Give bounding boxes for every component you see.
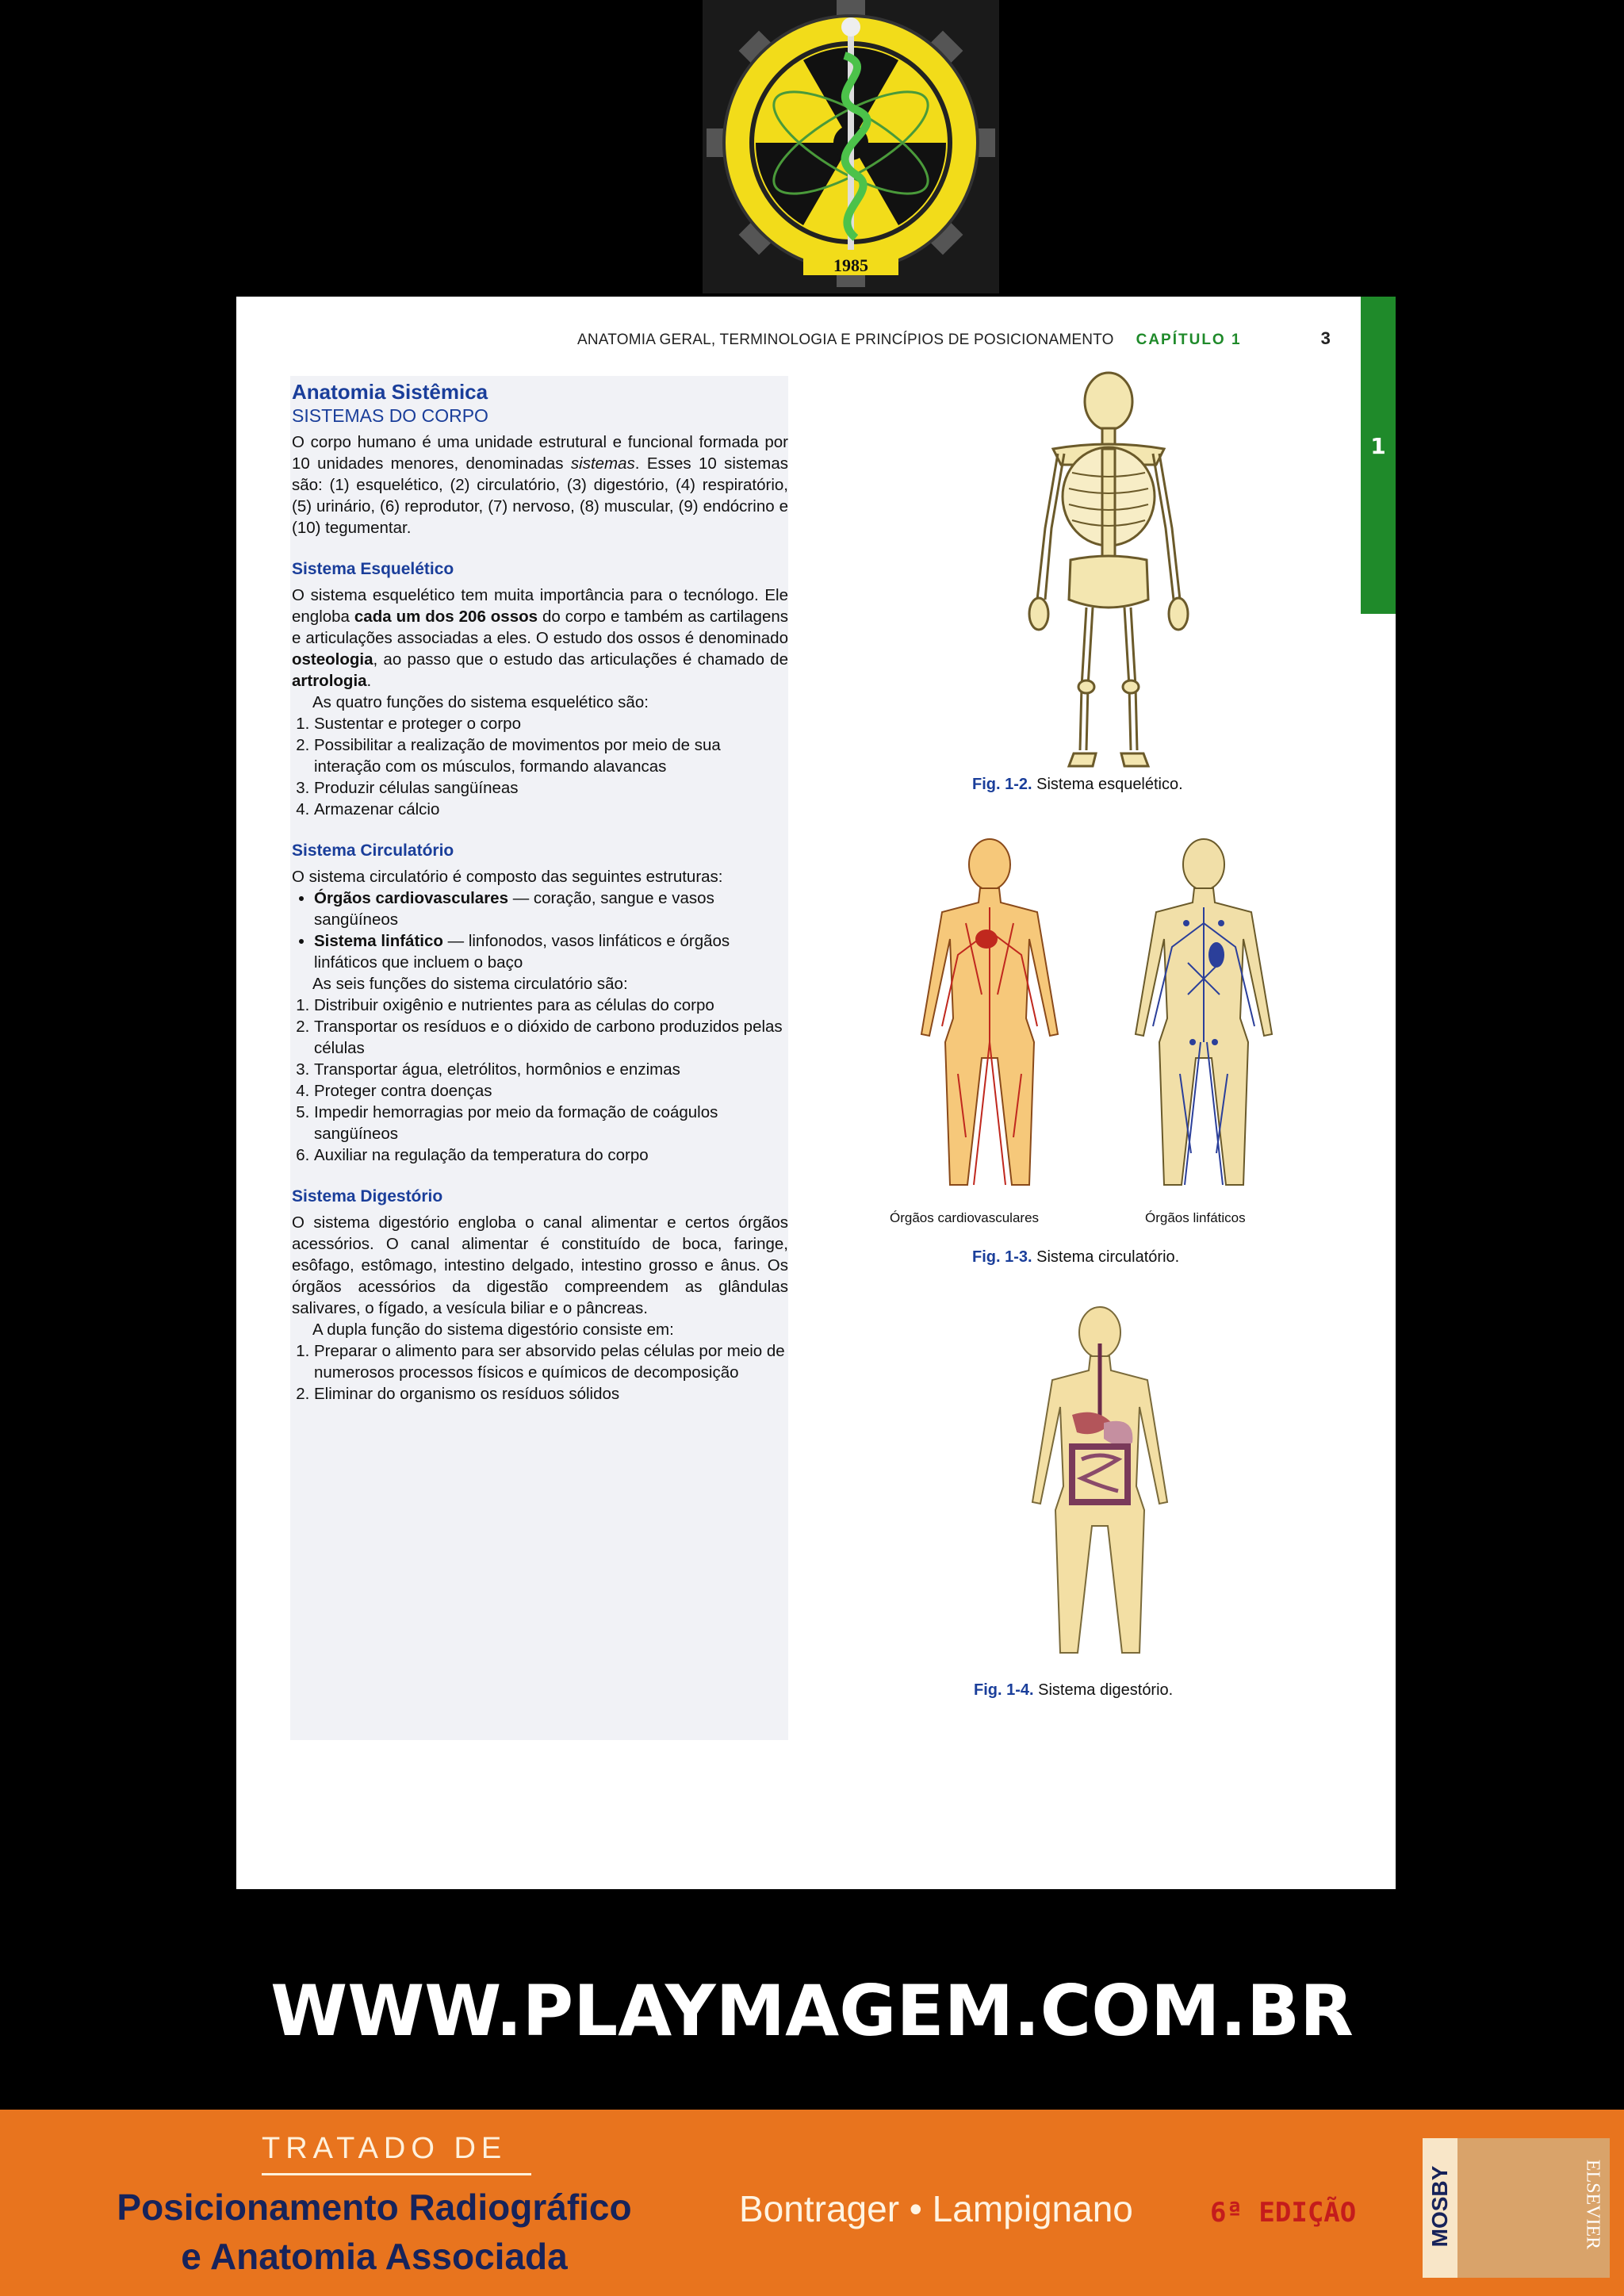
running-head <box>458 328 1331 355</box>
footer-title-line: Posicionamento Radiográfico <box>117 2187 632 2228</box>
digestive-functions-list <box>292 1340 788 1405</box>
list-item: 5. Impedir hemorragias por meio da formação de coágulos sangüíneos <box>314 1102 788 1144</box>
footer-title-line: e Anatomia Associada <box>181 2236 568 2277</box>
circulatory-functions-list <box>292 995 788 1166</box>
figure-label: Fig. 1-4. <box>974 1681 1034 1699</box>
list-item: 2. Eliminar do organismo os resíduos sólidos <box>314 1383 788 1405</box>
circulatory-functions-intro: As seis funções do sistema circulatório são: <box>312 975 628 993</box>
footer-book-title <box>97 2183 652 2281</box>
publisher-logos <box>1423 2138 1610 2278</box>
footer-authors: Bontrager • Lampignano <box>739 2188 1133 2229</box>
figure-caption-text: Sistema digestório. <box>1038 1681 1174 1699</box>
digestive-figure <box>1017 1304 1183 1669</box>
list-term: Órgãos cardiovasculares <box>314 889 508 907</box>
lymphatic-figure <box>1124 836 1283 1201</box>
logo-year: 1985 <box>833 255 868 275</box>
list-item: 2. Possibilitar a realização de movimentos por meio de sua interação com os músculos, formando alavancas <box>314 734 788 777</box>
list-item: 6. Auxiliar na regulação da temperatura do corpo <box>314 1144 788 1166</box>
chapter-tab <box>1361 297 1396 614</box>
skeletal-paragraph <box>292 585 788 692</box>
footer-edition: 6ª EDIÇÃO <box>1210 2197 1357 2229</box>
figure-caption-text: Sistema circulatório. <box>1036 1248 1180 1266</box>
skeletal-text: O sistema esquelético tem muita importância para o tecnólogo. Ele engloba <box>292 586 788 626</box>
cardiovascular-figure <box>910 836 1069 1201</box>
list-term: Sistema linfático <box>314 932 443 950</box>
skeletal-functions-list <box>292 713 788 820</box>
running-head-title: ANATOMIA GERAL, TERMINOLOGIA E PRINCÍPIOS DE POSICIONAMENTO <box>577 332 1114 348</box>
list-item: 2. Transportar os resíduos e o dióxido de carbono produzidos pelas células <box>314 1016 788 1059</box>
skeletal-bold: artrologia <box>292 672 367 690</box>
footer-tratado: TRATADO DE <box>262 2132 508 2165</box>
section-subtitle: SISTEMAS DO CORPO <box>292 405 488 426</box>
digestive-paragraph: O sistema digestório engloba o canal alimentar e certos órgãos acessórios. O canal alimentar é constituído de boca, faringe, esôfago, estômago, intestino delgado, intestino grosso e ânus. Os órgãos acessórios da digestão compreendem as glândulas salivares, o fígado, a vesícula biliar e o pâncreas. <box>292 1213 788 1317</box>
intro-paragraph <box>292 431 788 539</box>
figure-caption <box>972 1248 1179 1267</box>
digestive-heading: Sistema Digestório <box>292 1187 443 1205</box>
list-item: 4. Armazenar cálcio <box>314 799 788 820</box>
skeleton-figure <box>1013 370 1204 774</box>
list-item: 1. Sustentar e proteger o corpo <box>314 713 788 734</box>
list-item: 4. Proteger contra doenças <box>314 1080 788 1102</box>
list-item: 1. Distribuir oxigênio e nutrientes para as células do corpo <box>314 995 788 1016</box>
list-text: — linfonodos, vasos linfáticos e órgãos linfáticos que incluem o baço <box>314 932 730 972</box>
list-text: — coração, sangue e vasos sangüíneos <box>314 889 714 929</box>
skeletal-bold: osteologia <box>292 650 373 669</box>
running-head-chapter: CAPÍTULO 1 <box>1136 332 1242 348</box>
circulatory-heading: Sistema Circulatório <box>292 841 454 860</box>
elsevier-label: ELSEVIER <box>1582 2159 1603 2250</box>
list-item: 3. Produzir células sangüíneas <box>314 777 788 799</box>
website-url: WWW.PLAYMAGEM.COM.BR <box>270 1970 1354 2052</box>
digestive-functions-intro: A dupla função do sistema digestório consiste em: <box>312 1320 674 1339</box>
figure-caption <box>972 776 1183 794</box>
skeletal-text: . <box>366 672 372 690</box>
elsevier-logo <box>1575 2138 1610 2278</box>
intro-text-b: . Esses 10 sistemas são: (1) esquelético, (2) circulatório, (3) digestório, (4) respiratório, (5) urinário, (6) reprodutor, (7) nervoso, (8) muscular, (9) endócrino e (10) tegumentar. <box>292 454 788 537</box>
figure-caption-text: Sistema esquelético. <box>1036 776 1183 793</box>
list-item: 3. Transportar água, eletrólitos, hormônios e enzimas <box>314 1059 788 1080</box>
body-text <box>292 379 788 1405</box>
skeletal-text: , ao passo que o estudo das articulações é chamado de <box>373 650 788 669</box>
radiology-emblem-icon <box>703 0 999 293</box>
list-item <box>314 930 788 973</box>
figure-sublabel-left: Órgãos cardiovasculares <box>890 1210 1040 1225</box>
skeletal-text: do corpo e também as cartilagens e articulações associadas a eles. O estudo dos ossos é denominado <box>292 608 789 647</box>
book-page <box>236 297 1396 1889</box>
page-number: 3 <box>1320 328 1331 348</box>
footer-divider <box>262 2173 531 2175</box>
intro-text-a: O corpo humano é uma unidade estrutural e funcional formada por 10 unidades menores, denominadas <box>292 433 788 473</box>
skeletal-bold: cada um dos 206 ossos <box>354 608 538 626</box>
intro-emphasis: sistemas <box>570 454 635 473</box>
chapter-tab-number: 1 <box>1370 433 1386 459</box>
figure-label: Fig. 1-2. <box>972 776 1032 793</box>
figure-caption <box>974 1681 1173 1700</box>
figure-sublabel-right: Órgãos linfáticos <box>1145 1210 1246 1225</box>
skeletal-functions-intro: As quatro funções do sistema esquelético são: <box>312 693 649 711</box>
list-item <box>314 887 788 930</box>
logo <box>703 0 999 293</box>
list-item: 1. Preparar o alimento para ser absorvido pelas células por meio de numerosos processos físicos e químicos de decomposição <box>314 1340 788 1383</box>
skeletal-heading: Sistema Esquelético <box>292 560 454 578</box>
circulatory-intro: O sistema circulatório é composto das seguintes estruturas: <box>292 868 723 886</box>
section-title: Anatomia Sistêmica <box>292 380 488 404</box>
mosby-label: MOSBY <box>1427 2165 1452 2248</box>
mosby-logo <box>1423 2138 1457 2278</box>
circulatory-structures-list <box>292 887 788 973</box>
figure-label: Fig. 1-3. <box>972 1248 1032 1266</box>
